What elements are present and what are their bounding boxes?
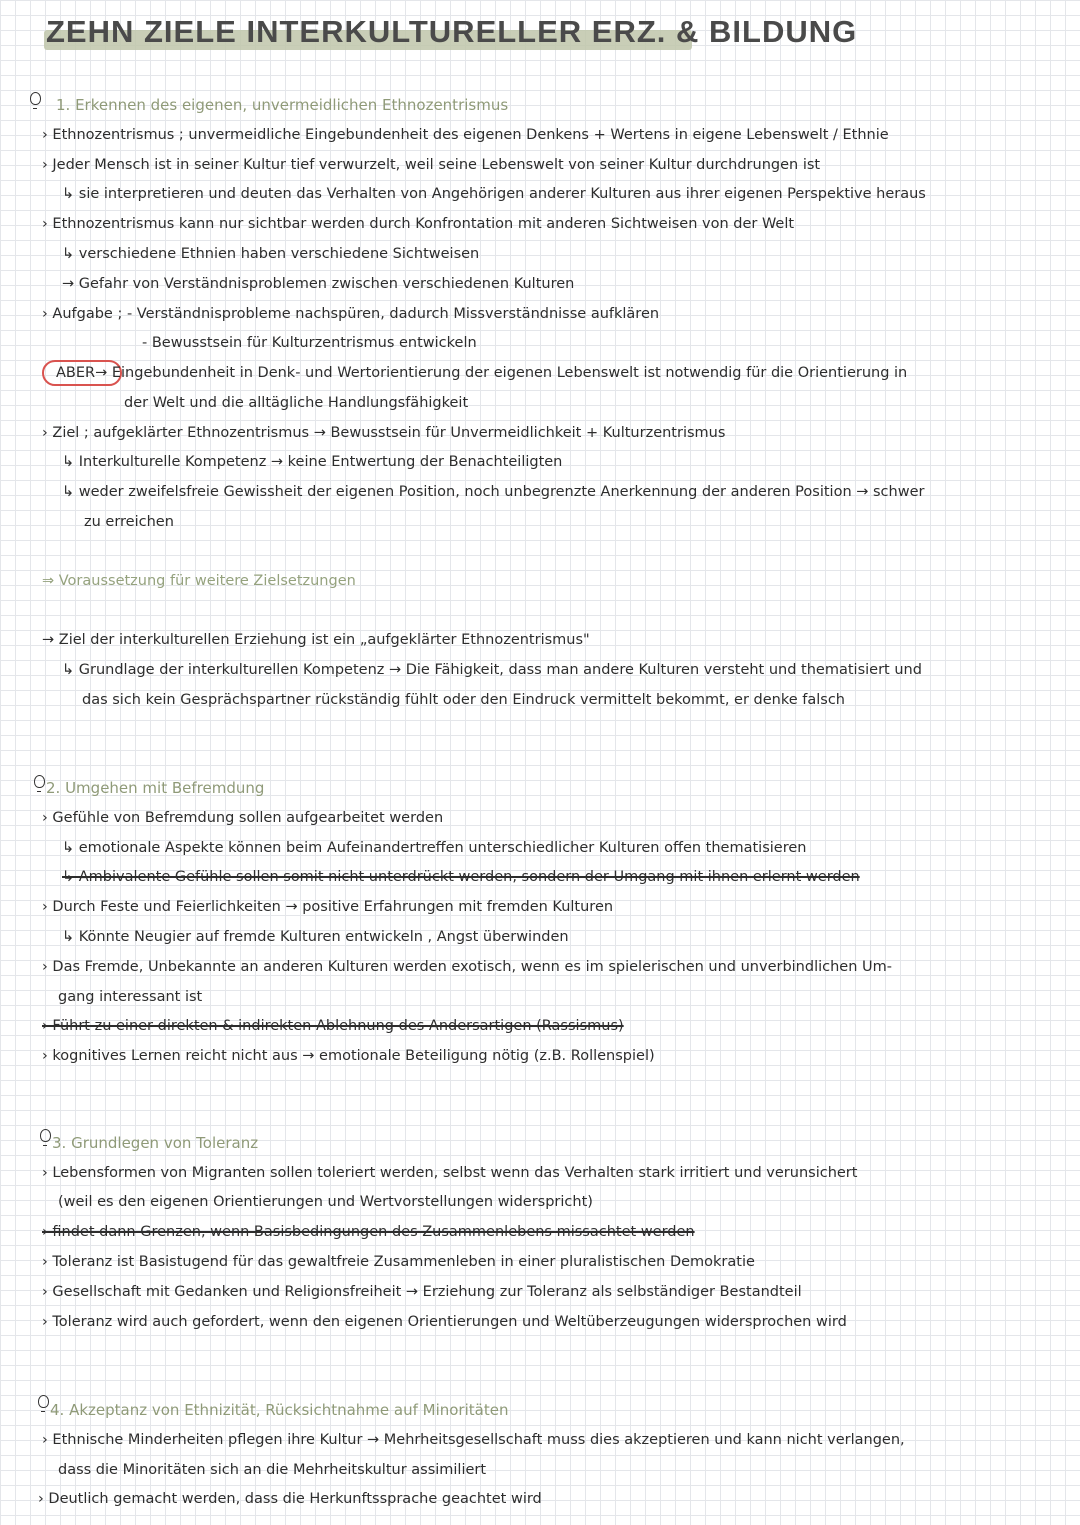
note-line: › Ziel ; aufgeklärter Ethnozentrismus → Bewusstsein für Unvermeidlichkeit + Kulturzentrismus xyxy=(42,425,726,441)
note-line: › Ethnische Minderheiten pflegen ihre Kultur → Mehrheitsgesellschaft muss dies akzeptieren und kann nicht verlangen, xyxy=(42,1432,905,1448)
note-line: ↳ Interkulturelle Kompetenz → keine Entwertung der Benachteiligten xyxy=(62,454,563,470)
note-line: → Ziel der interkulturellen Erziehung ist ein „aufgeklärter Ethnozentrismus" xyxy=(42,632,590,648)
section-heading: 1. Erkennen des eigenen, unvermeidlichen Ethnozentrismus xyxy=(56,96,509,114)
note-line: › Durch Feste und Feierlichkeiten → positive Erfahrungen mit fremden Kulturen xyxy=(42,899,614,915)
note-line: ↳ Grundlage der interkulturellen Kompetenz → Die Fähigkeit, dass man andere Kulturen versteht und thematisiert und xyxy=(62,662,922,678)
note-line: › Gefühle von Befremdung sollen aufgearbeitet werden xyxy=(42,810,444,826)
note-line: › Ethnozentrismus kann nur sichtbar werden durch Konfrontation mit anderen Sichtweisen von der Welt xyxy=(42,216,795,232)
lightbulb-icon xyxy=(30,92,41,105)
note-line: › Toleranz wird auch gefordert, wenn den eigenen Orientierungen und Weltüberzeugungen widersprochen wird xyxy=(42,1314,847,1330)
note-line: zu erreichen xyxy=(84,514,174,530)
note-line: › Gesellschaft mit Gedanken und Religionsfreiheit → Erziehung zur Toleranz als selbständiger Bestandteil xyxy=(42,1284,802,1300)
note-line: - Bewusstsein für Kulturzentrismus entwickeln xyxy=(142,335,477,351)
note-line: ↳ emotionale Aspekte können beim Aufeinandertreffen unterschiedlicher Kulturen offen thematisieren xyxy=(62,840,807,856)
note-line: ↳ Könnte Neugier auf fremde Kulturen entwickeln , Angst überwinden xyxy=(62,929,569,945)
lightbulb-icon xyxy=(34,775,45,788)
note-line: › Das Fremde, Unbekannte an anderen Kulturen werden exotisch, wenn es im spielerischen und unverbindlichen Um- xyxy=(42,959,892,975)
note-line: dass die Minoritäten sich an die Mehrheitskultur assimiliert xyxy=(58,1462,487,1478)
note-line: ↳ verschiedene Ethnien haben verschiedene Sichtweisen xyxy=(62,246,480,262)
note-line: ⇒ Voraussetzung für weitere Zielsetzungen xyxy=(42,573,356,589)
note-line: › Aufgabe ; - Verständnisprobleme nachspüren, dadurch Missverständnisse aufklären xyxy=(42,306,660,322)
note-line: › findet dann Grenzen, wenn Basisbedingungen des Zusammenlebens missachtet werden xyxy=(42,1224,695,1240)
note-line: › Führt zu einer direkten & indirekten Ablehnung des Andersartigen (Rassismus) xyxy=(42,1018,624,1034)
section-heading: 4. Akzeptanz von Ethnizität, Rücksichtnahme auf Minoritäten xyxy=(50,1401,509,1419)
note-line: ↳ Ambivalente Gefühle sollen somit nicht unterdrückt werden, sondern der Umgang mit ihnen erlernt werden xyxy=(62,869,860,885)
page-title: ZEHN ZIELE INTERKULTURELLER ERZ. & BILDUNG xyxy=(46,14,858,49)
note-line: › kognitives Lernen reicht nicht aus → emotionale Beteiligung nötig (z.B. Rollenspiel) xyxy=(42,1048,655,1064)
note-line: → Gefahr von Verständnisproblemen zwischen verschiedenen Kulturen xyxy=(62,276,575,292)
note-line: › Deutlich gemacht werden, dass die Herkunftssprache geachtet wird xyxy=(38,1491,542,1507)
note-line: ABER→ Eingebundenheit in Denk- und Wertorientierung der eigenen Lebenswelt ist notwendig für die Orientierung in xyxy=(56,365,908,381)
note-line: ↳ sie interpretieren und deuten das Verhalten von Angehörigen anderer Kulturen aus ihrer eigenen Perspektive heraus xyxy=(62,186,926,202)
section-heading: 2. Umgehen mit Befremdung xyxy=(46,779,265,797)
note-line: ↳ weder zweifelsfreie Gewissheit der eigenen Position, noch unbegrenzte Anerkennung der anderen Position → schwer xyxy=(62,484,925,500)
lightbulb-icon xyxy=(40,1129,51,1142)
note-line: der Welt und die alltägliche Handlungsfähigkeit xyxy=(124,395,469,411)
note-line: gang interessant ist xyxy=(58,989,203,1005)
note-line: (weil es den eigenen Orientierungen und Wertvorstellungen widerspricht) xyxy=(58,1194,593,1210)
note-line: › Jeder Mensch ist in seiner Kultur tief verwurzelt, weil seine Lebenswelt von seiner Kultur durchdrungen ist xyxy=(42,157,821,173)
lightbulb-icon xyxy=(38,1395,49,1408)
section-heading: 3. Grundlegen von Toleranz xyxy=(52,1134,259,1152)
note-line: › Lebensformen von Migranten sollen toleriert werden, selbst wenn das Verhalten stark irritiert und verunsichert xyxy=(42,1165,858,1181)
note-line: › Ethnozentrismus ; unvermeidliche Eingebundenheit des eigenen Denkens + Wertens in eigene Lebenswelt / Ethnie xyxy=(42,127,889,143)
note-line: › Toleranz ist Basistugend für das gewaltfreie Zusammenleben in einer pluralistischen Demokratie xyxy=(42,1254,755,1270)
note-line: das sich kein Gesprächspartner rückständig fühlt oder den Eindruck vermittelt bekommt, er denke falsch xyxy=(82,692,845,708)
